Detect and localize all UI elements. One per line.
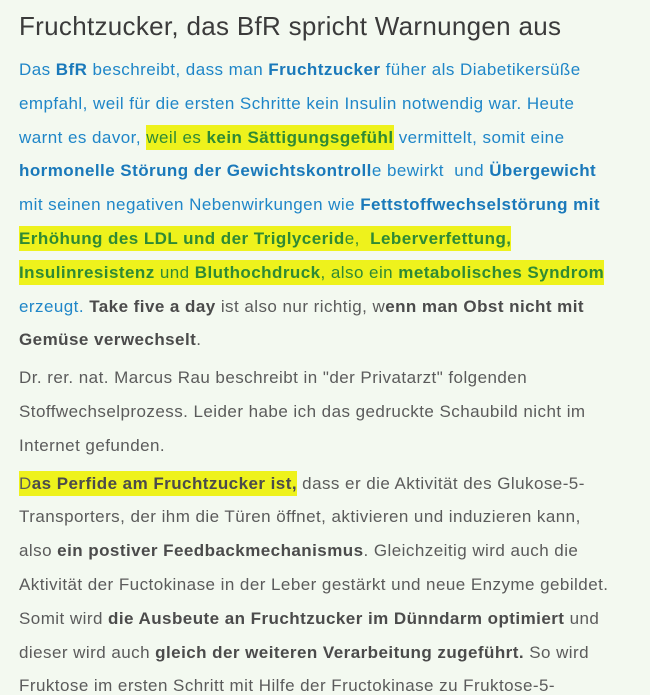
text-line (19, 53, 650, 87)
highlighted-text: Erhöhung des LDL und der Triglycerid (19, 226, 345, 251)
highlighted-text: metabolisches Syndrom (398, 260, 604, 285)
text-line (19, 500, 650, 534)
text-segment: e bewirkt und (371, 161, 490, 181)
highlighted-text: Leberverfettung, (370, 226, 511, 251)
text-segment: . Gleichzeitig wird auch die (363, 541, 579, 561)
text-line (19, 188, 650, 222)
bold-text: hormonelle Störung der Gewichtskontroll (19, 161, 372, 181)
highlighted-text: kein Sättigungsgefühl (207, 125, 394, 150)
bold-text: Gemüse verwechselt (19, 330, 197, 350)
text-segment: also (19, 541, 58, 561)
text-line (19, 323, 650, 357)
highlighted-text: weil es (146, 125, 206, 150)
bold-text: die Ausbeute an Fruchtzucker im Dünndarm optimiert (108, 608, 565, 628)
highlighted-text: Insulinresistenz (19, 260, 155, 285)
text-line (19, 222, 650, 256)
text-line (19, 568, 650, 602)
text-line (19, 361, 650, 395)
text-segment: Fruktose im ersten Schritt mit Hilfe der Fructokinase zu Fruktose-5- (19, 676, 556, 695)
text-line (19, 467, 650, 501)
bold-text: gleich der weiteren Verarbeitung zugeführt. (155, 642, 525, 662)
highlighted-text: und (155, 260, 195, 285)
bold-text: enn man Obst nicht mit (385, 296, 584, 316)
bold-text: Fruchtzucker (268, 60, 381, 79)
text-line (19, 87, 650, 121)
text-segment: vermittelt, somit eine (393, 127, 565, 147)
highlighted-text: Bluthochdruck (195, 260, 321, 285)
text-line (19, 395, 650, 429)
bold-text: Übergewicht (489, 161, 597, 181)
article-body (0, 53, 650, 695)
bold-text: ein postiver Feedbackmechanismus (57, 541, 364, 561)
text-line (19, 154, 650, 188)
text-line (19, 636, 650, 670)
text-segment: mit seinen negativen Nebenwirkungen wie (19, 195, 361, 215)
text-segment: erzeugt. (19, 296, 85, 316)
text-line (19, 602, 650, 636)
text-segment: Somit wird (19, 608, 109, 628)
paragraph (19, 467, 650, 695)
page-title: Fruchtzucker, das BfR spricht Warnungen aus (19, 11, 562, 41)
text-segment: und (564, 608, 600, 628)
text-segment: dass er die Aktivität des Glukose-5- (297, 473, 585, 493)
bold-text: Take five a day (84, 296, 216, 316)
highlighted-text: D (19, 471, 32, 496)
bold-text: Fettstoffwechselstörung mit (360, 195, 600, 215)
text-segment: empfahl, weil für die ersten Schritte kein Insulin notwendig war. Heute (19, 93, 575, 113)
text-segment: ist also nur richtig, w (215, 296, 386, 316)
text-segment: Das (19, 60, 56, 79)
text-line (19, 290, 650, 324)
text-segment: beschreibt, dass man (87, 60, 269, 79)
text-line (19, 121, 650, 155)
text-segment: Transporters, der ihm die Türen öffnet, aktivieren und induzieren kann, (19, 507, 581, 527)
text-line (19, 669, 650, 695)
highlighted-text: e, (345, 226, 370, 251)
bold-text: BfR (55, 60, 88, 79)
text-segment: warnt es davor, (19, 127, 147, 147)
text-segment: Stoffwechselprozess. Leider habe ich das gedruckte Schaubild nicht im (19, 401, 586, 421)
text-segment: füher als Diabetikersüße (380, 60, 581, 79)
text-segment: So wird (524, 642, 590, 662)
highlighted-text: as Perfide am Fruchtzucker ist, (32, 471, 297, 496)
text-segment: Dr. rer. nat. Marcus Rau beschreibt in "der Privatarzt" folgenden (19, 368, 528, 388)
text-line (19, 256, 650, 290)
text-segment: . (196, 330, 202, 350)
text-line (19, 534, 650, 568)
paragraph (19, 361, 650, 462)
highlighted-text: , also ein (321, 260, 399, 285)
text-segment: Aktivität der Fuctokinase in der Leber gestärkt und neue Enzyme gebildet. (19, 574, 609, 594)
text-line (19, 429, 650, 463)
text-segment: Internet gefunden. (19, 435, 166, 455)
paragraph (19, 53, 650, 357)
text-segment: dieser wird auch (19, 642, 156, 662)
